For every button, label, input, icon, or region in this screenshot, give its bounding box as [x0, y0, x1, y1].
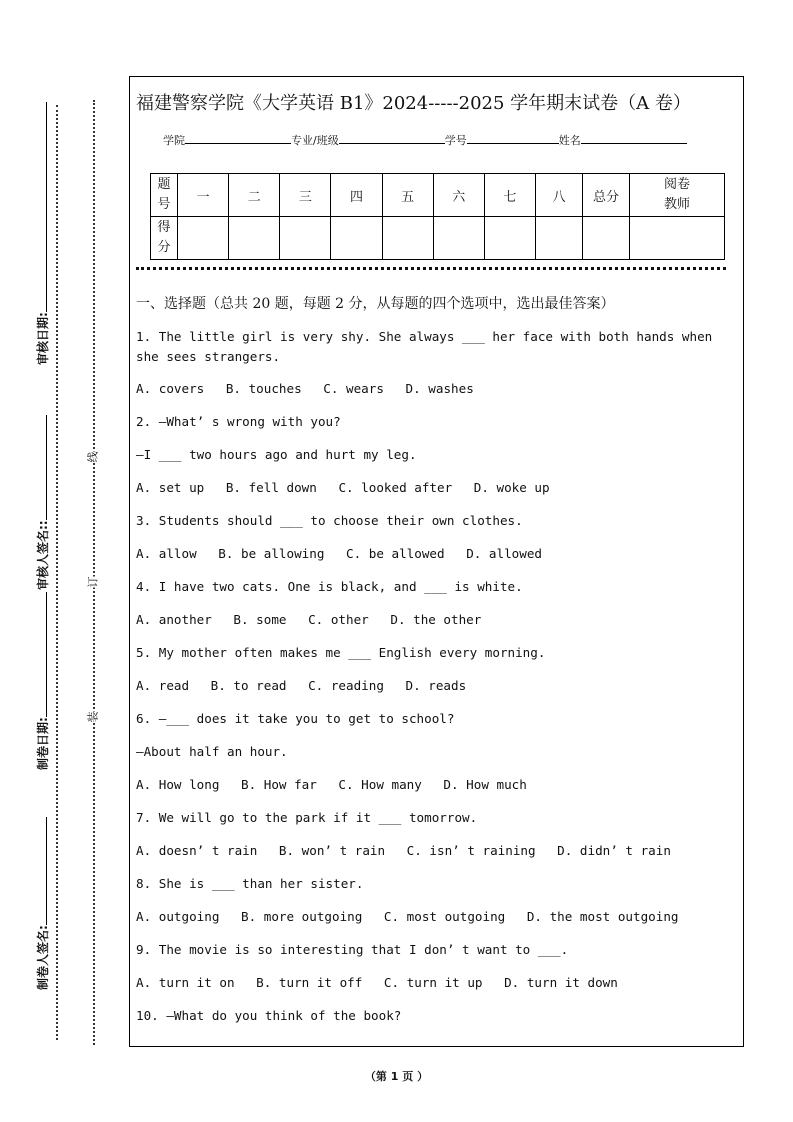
score-cell[interactable] — [229, 217, 280, 260]
score-col-2: 二 — [229, 174, 280, 217]
score-cell[interactable] — [536, 217, 583, 260]
reviewer-sign-underline[interactable] — [36, 415, 47, 520]
score-col-1: 一 — [178, 174, 229, 217]
score-cell[interactable] — [280, 217, 331, 260]
score-cell[interactable] — [484, 217, 535, 260]
maker-date-text: 制卷日期: — [36, 717, 50, 770]
option-a[interactable]: A. allow — [136, 546, 197, 561]
option-b[interactable]: B. be allowing — [218, 546, 325, 561]
question-stem: 4. I have two cats. One is black, and ___ is white. — [136, 579, 523, 594]
question-stem: 10. —What do you think of the book? — [136, 1008, 402, 1023]
option-c[interactable]: C. reading — [308, 678, 384, 693]
option-a[interactable]: A. read — [136, 678, 190, 693]
field-name-input[interactable] — [581, 133, 687, 144]
question-options — [136, 545, 742, 578]
option-b[interactable]: B. touches — [225, 381, 302, 396]
score-col-reviewer: 阅卷 教师 — [630, 174, 725, 217]
option-d[interactable]: D. the most outgoing — [526, 909, 679, 924]
question-stem: 1. The little girl is very shy. She always ___ her face with both hands when she sees strangers. — [136, 329, 713, 364]
field-major-label: 专业/班级 — [291, 134, 339, 147]
question-options — [136, 677, 742, 710]
field-name-label: 姓名 — [558, 134, 581, 147]
option-a[interactable]: A. another — [136, 612, 212, 627]
score-col-5: 五 — [382, 174, 433, 217]
binding-dotted-line-outer — [56, 105, 58, 1040]
score-col-8: 八 — [536, 174, 583, 217]
question-stem: 7. We will go to the park if it ___ tomorrow. — [136, 810, 478, 825]
questions-area — [136, 327, 742, 1040]
field-college-label: 学院 — [163, 134, 185, 147]
binding-char-zhuang: 装 — [86, 711, 100, 723]
reviewer-date-underline[interactable] — [36, 102, 47, 312]
question-stem-dialogue: —About half an hour. — [136, 744, 288, 759]
option-b[interactable]: B. won’ t rain — [278, 843, 386, 858]
option-a[interactable]: A. covers — [136, 381, 205, 396]
option-a[interactable]: A. doesn’ t rain — [136, 843, 258, 858]
option-d[interactable]: D. the other — [390, 612, 482, 627]
option-d[interactable]: D. woke up — [473, 480, 550, 495]
section-title: 一、选择题（总共 20 题，每题 2 分，从每题的四个选项中，选出最佳答案） — [136, 296, 615, 312]
field-id-label: 学号 — [444, 134, 467, 147]
question-stem: 5. My mother often makes me ___ English every morning. — [136, 645, 546, 660]
section-divider — [136, 267, 726, 270]
option-a[interactable]: A. How long — [136, 777, 220, 792]
score-col-7: 七 — [484, 174, 535, 217]
option-b[interactable]: B. turn it off — [256, 975, 363, 990]
binding-char-ding: 订 — [86, 576, 100, 588]
option-c[interactable]: C. wears — [323, 381, 384, 396]
score-cell-total[interactable] — [583, 217, 630, 260]
question-options — [136, 479, 742, 512]
option-c[interactable]: C. turn it up — [383, 975, 483, 990]
option-a[interactable]: A. set up — [136, 480, 205, 495]
question-options — [136, 842, 742, 875]
option-d[interactable]: D. reads — [405, 678, 467, 693]
option-d[interactable]: D. allowed — [466, 546, 543, 561]
question-options — [136, 776, 742, 809]
reviewer-sign-text: 审核人签名:: — [36, 520, 50, 590]
score-table-score-row — [151, 217, 725, 260]
exam-frame — [129, 76, 744, 1047]
question-options — [136, 611, 742, 644]
question-stem: 6. —___ does it take you to get to school? — [136, 711, 455, 726]
option-c[interactable]: C. isn’ t raining — [406, 843, 536, 858]
score-col-total: 总分 — [583, 174, 630, 217]
score-cell[interactable] — [331, 217, 382, 260]
question-stem: 8. She is ___ than her sister. — [136, 876, 364, 891]
score-cell[interactable] — [382, 217, 433, 260]
maker-sign-label — [34, 817, 51, 990]
question-stem-dialogue: —I ___ two hours ago and hurt my leg. — [136, 447, 417, 462]
score-col-6: 六 — [433, 174, 484, 217]
question-options — [136, 908, 742, 941]
question-options — [136, 380, 742, 413]
option-c[interactable]: C. most outgoing — [383, 909, 506, 924]
question-stem: 9. The movie is so interesting that I don’ t want to ___. — [136, 942, 569, 957]
score-table — [150, 173, 725, 260]
question-options — [136, 974, 742, 1007]
reviewer-date-text: 审核日期: — [36, 312, 50, 365]
reviewer-date-label — [34, 102, 51, 365]
score-table-row-label: 题 号 — [151, 174, 178, 217]
option-a[interactable]: A. turn it on — [136, 975, 235, 990]
maker-sign-underline[interactable] — [36, 817, 47, 925]
option-b[interactable]: B. to read — [210, 678, 287, 693]
binding-char-xian: 线 — [86, 451, 100, 463]
option-c[interactable]: C. looked after — [338, 480, 453, 495]
exam-title: 福建警察学院《大学英语 B1》2024-----2025 学年期末试卷（A 卷） — [136, 93, 691, 114]
page-number: （第 1 页 ） — [364, 1070, 429, 1083]
option-c[interactable]: C. other — [308, 612, 369, 627]
option-c[interactable]: C. be allowed — [346, 546, 445, 561]
score-table-header-row — [151, 174, 725, 217]
field-id-input[interactable] — [467, 133, 559, 144]
option-a[interactable]: A. outgoing — [136, 909, 220, 924]
score-col-3: 三 — [280, 174, 331, 217]
question-stem: 3. Students should ___ to choose their own clothes. — [136, 513, 523, 528]
student-info-row — [163, 132, 687, 148]
score-cell[interactable] — [433, 217, 484, 260]
option-b[interactable]: B. some — [233, 612, 287, 627]
question-stem: 2. —What’ s wrong with you? — [136, 414, 341, 429]
option-c[interactable]: C. How many — [338, 777, 422, 792]
score-cell-reviewer[interactable] — [630, 217, 725, 260]
score-table-row-label: 得 分 — [151, 217, 178, 260]
field-college-input[interactable] — [185, 133, 291, 144]
option-d[interactable]: D. How much — [443, 777, 527, 792]
binding-dotted-line-inner — [93, 100, 95, 1045]
option-b[interactable]: B. more outgoing — [241, 909, 363, 924]
option-b[interactable]: B. fell down — [225, 480, 317, 495]
field-major-input[interactable] — [339, 133, 445, 144]
score-col-4: 四 — [331, 174, 382, 217]
maker-sign-text: 制卷人签名: — [36, 925, 50, 990]
score-cell[interactable] — [178, 217, 229, 260]
maker-date-label — [34, 592, 51, 770]
reviewer-sign-label — [34, 415, 51, 590]
option-d[interactable]: D. didn’ t rain — [557, 843, 671, 858]
option-d[interactable]: D. washes — [405, 381, 474, 396]
option-b[interactable]: B. How far — [241, 777, 317, 792]
option-d[interactable]: D. turn it down — [504, 975, 618, 990]
maker-date-underline[interactable] — [36, 592, 47, 717]
